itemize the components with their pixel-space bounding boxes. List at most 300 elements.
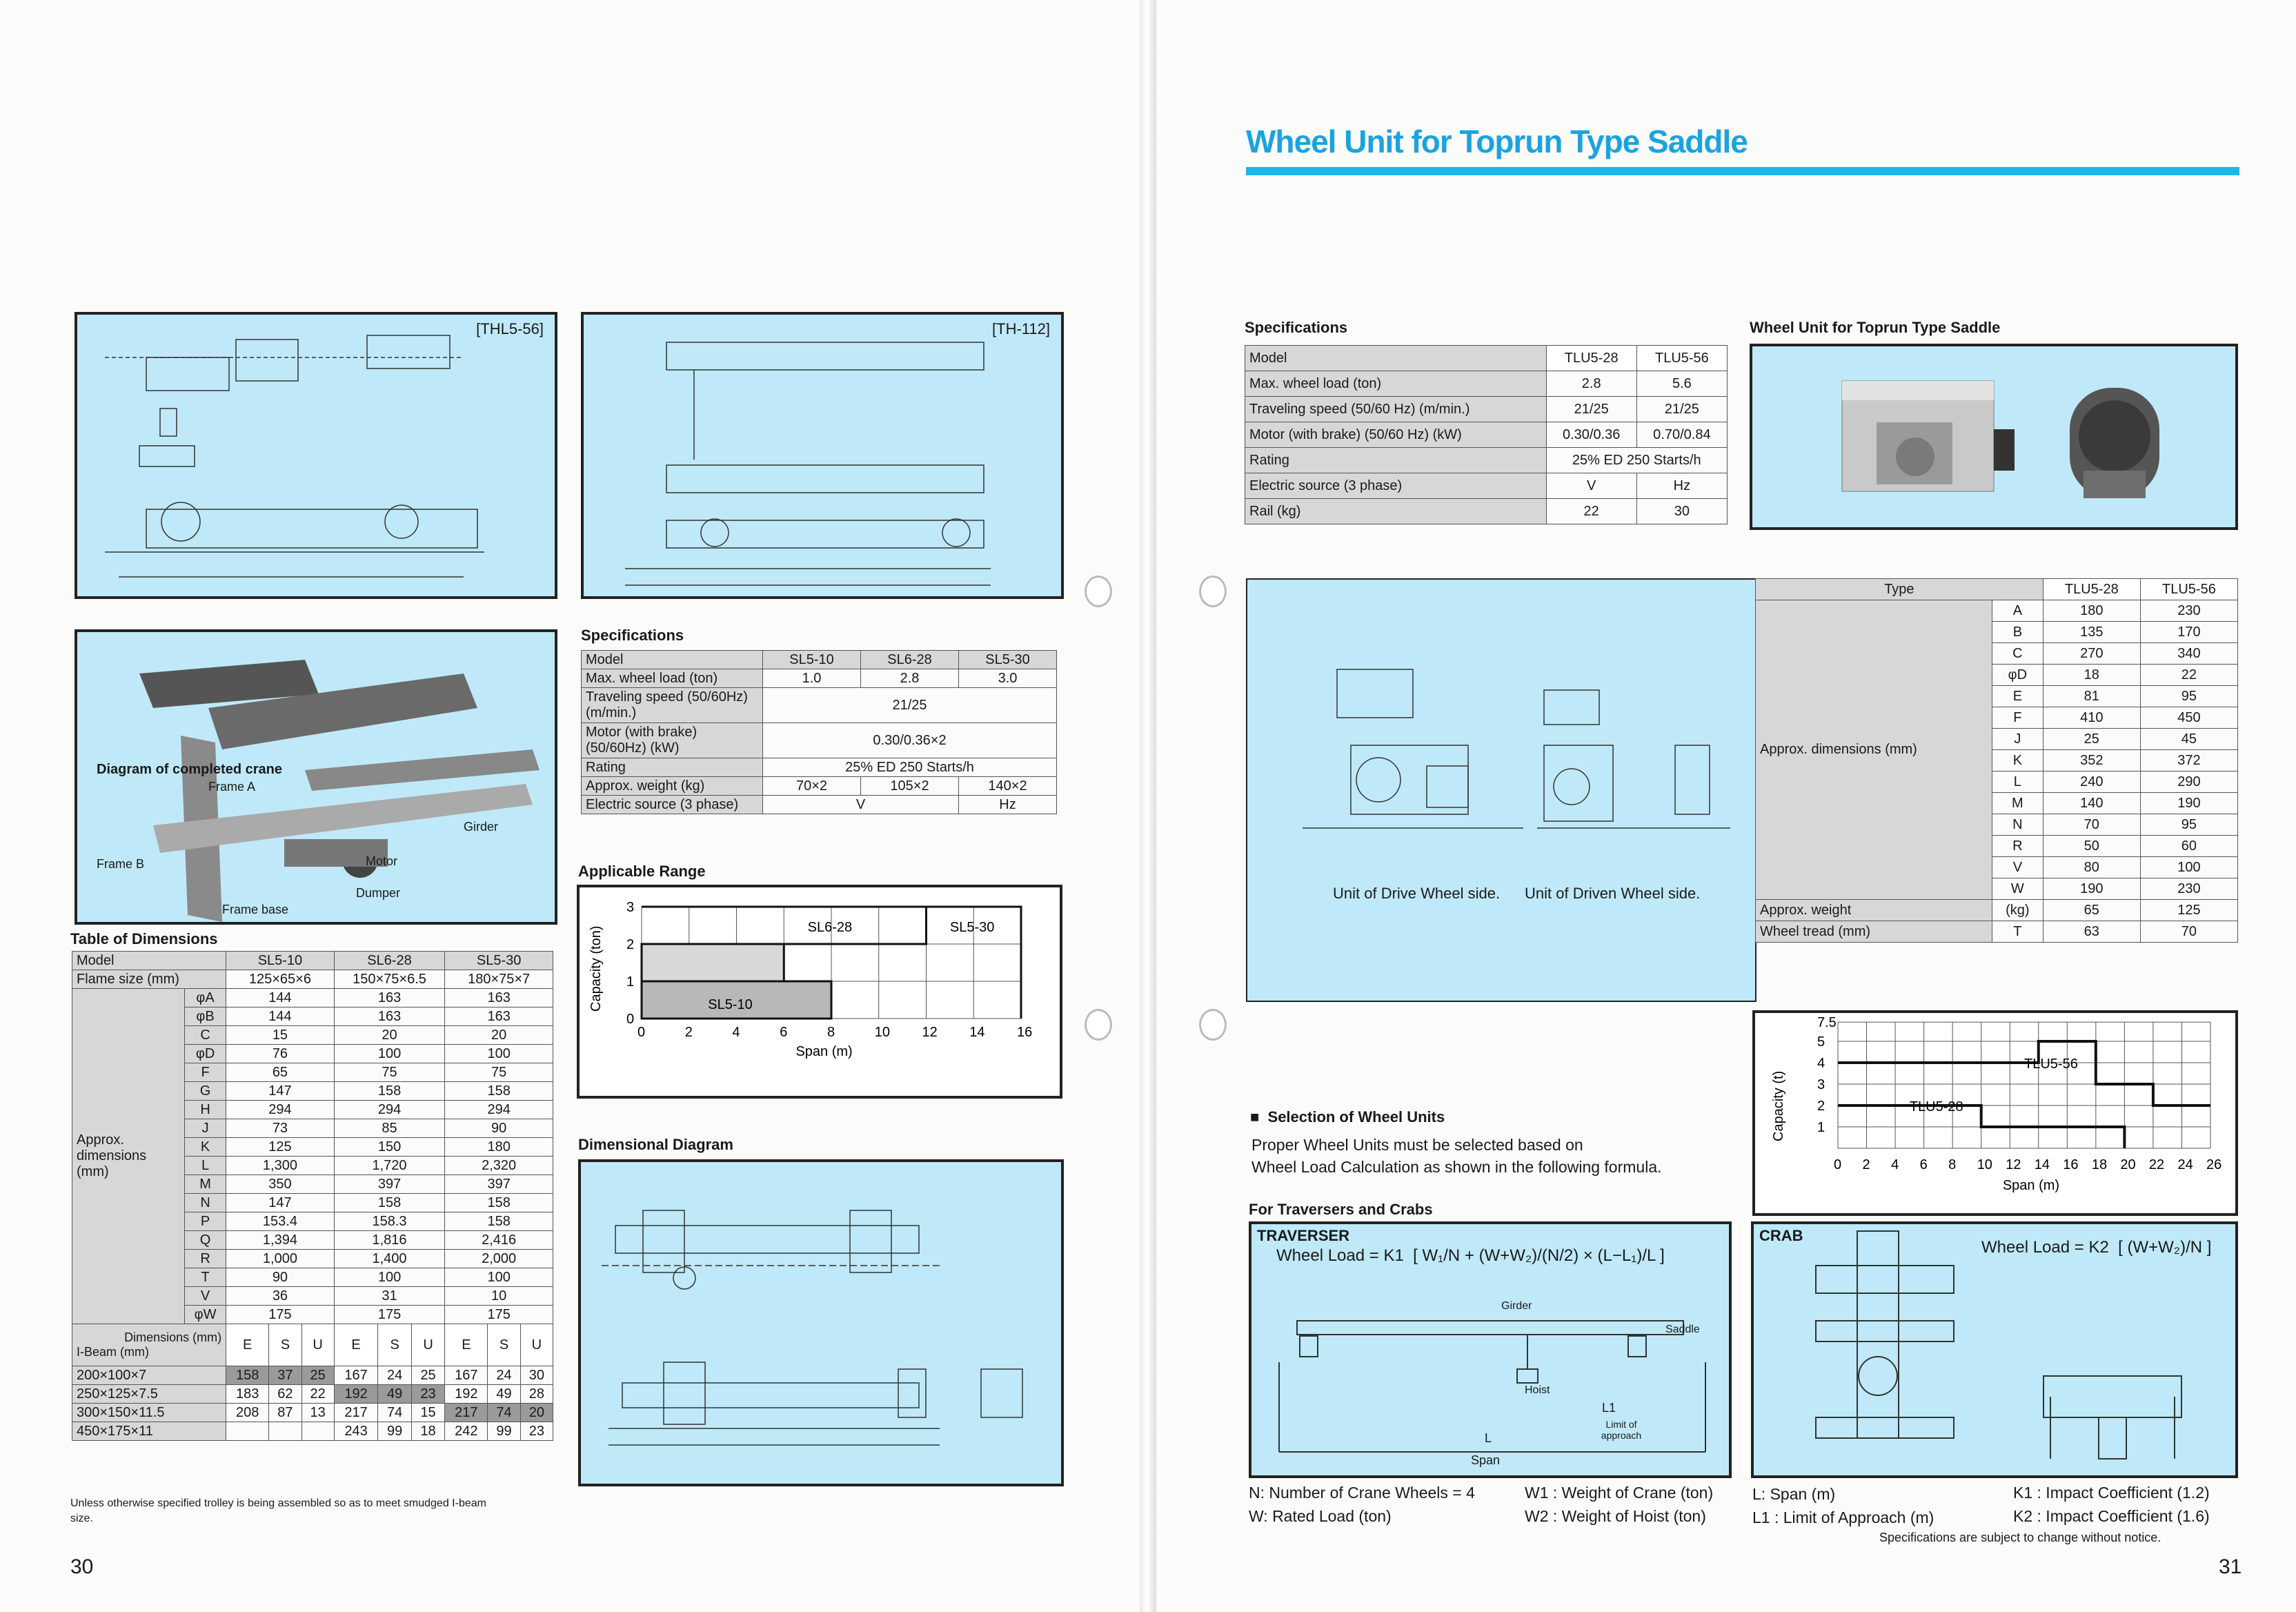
dimensional-diagram-drawing (581, 1162, 1061, 1484)
cell: 190 (2043, 878, 2140, 900)
series-line-tlu5-56 (1838, 1041, 2210, 1105)
cell: 242 (445, 1422, 488, 1441)
cell: 30 (1636, 499, 1727, 524)
photo-title: Wheel Unit for Toprun Type Saddle (1750, 319, 2001, 336)
cell: 153.4 (226, 1212, 335, 1231)
x-tick: 10 (874, 1025, 890, 1040)
cell: 13 (301, 1404, 334, 1422)
cell: Electric source (3 phase) (1245, 473, 1547, 499)
cell: Approx. weight (1756, 900, 1992, 921)
cell: 0.30/0.36 (1546, 422, 1636, 448)
page-number-right: 31 (2219, 1555, 2242, 1578)
cell: 81 (2043, 686, 2140, 707)
traverser-label-saddle: Saddle (1665, 1324, 1700, 1335)
cell: 1,000 (226, 1250, 335, 1268)
cell: 70 (2043, 814, 2140, 836)
x-tick: 4 (1891, 1157, 1899, 1172)
cell: 192 (445, 1385, 488, 1404)
x-axis-label: Span (m) (2002, 1178, 2060, 1193)
legend-w1: W1 : Weight of Crane (ton) (1525, 1484, 1714, 1502)
cell: W (1992, 878, 2043, 900)
cell: 290 (2140, 771, 2237, 793)
cell: 372 (2140, 750, 2237, 771)
cell: 100 (445, 1268, 553, 1287)
cell: 183 (226, 1385, 269, 1404)
cell: 45 (2140, 729, 2237, 750)
legend-k2: K2 : Impact Coefficient (1.6) (2013, 1507, 2210, 1525)
cell: K (1992, 750, 2043, 771)
legend-k1: K1 : Impact Coefficient (1.2) (2013, 1484, 2210, 1502)
x-tick: 26 (2206, 1157, 2222, 1172)
cell: 192 (334, 1385, 378, 1404)
cell: 1,300 (226, 1157, 335, 1175)
cell: H (185, 1101, 226, 1119)
cell: 63 (2043, 921, 2140, 943)
dim-table-note: Unless otherwise specified trolley is being assembled so as to meet smudged I-beam size. (70, 1497, 486, 1524)
dim-table (72, 951, 553, 1441)
traverser-label-hoist: Hoist (1525, 1384, 1550, 1396)
unit-diagram-drawing (1247, 580, 1755, 1001)
series-label-sl5-10: SL5-10 (708, 997, 753, 1012)
cell: 190 (2140, 793, 2237, 814)
cell: N (1992, 814, 2043, 836)
cell: 75 (334, 1063, 445, 1082)
x-tick: 12 (2006, 1157, 2021, 1172)
y-tick: 1 (626, 974, 635, 990)
th112-drawing-panel (581, 312, 1064, 599)
title-underline (1246, 167, 2239, 175)
type-table (1755, 578, 2238, 943)
cell: 23 (520, 1422, 553, 1441)
cell: 158.3 (334, 1212, 445, 1231)
cell: 99 (488, 1422, 520, 1441)
cell: Rating (1245, 448, 1547, 473)
x-tick: 18 (2091, 1157, 2108, 1172)
cell: 22 (1546, 499, 1636, 524)
cell: A (1992, 600, 2043, 622)
cell: 163 (445, 989, 553, 1008)
cell: 2.8 (861, 669, 959, 688)
cell: 140 (2043, 793, 2140, 814)
cell: 230 (2140, 878, 2237, 900)
wheel-unit-photo-panel (1750, 344, 2238, 530)
cell: 240 (2043, 771, 2140, 793)
crane-label-frame-base: Frame base (222, 903, 289, 916)
cell: Approx. dimensions (mm) (72, 989, 185, 1324)
cell: L (185, 1157, 226, 1175)
cell: 21/25 (1636, 397, 1727, 422)
crane-diagram-panel (75, 629, 557, 925)
cell: 49 (488, 1385, 520, 1404)
cell: 80 (2043, 857, 2140, 878)
cell: C (185, 1026, 226, 1045)
cell: 147 (226, 1082, 335, 1101)
cell: 100 (334, 1045, 445, 1063)
series-label-sl5-30: SL5-30 (949, 920, 995, 935)
cell: φW (185, 1306, 226, 1324)
cell: 73 (226, 1119, 335, 1138)
cell: 99 (378, 1422, 411, 1441)
crane-label-frame-b: Frame B (97, 857, 145, 871)
cell: Electric source (3 phase) (582, 796, 763, 814)
x-tick: 16 (2063, 1157, 2079, 1172)
cell: S (269, 1324, 301, 1366)
cell: 144 (226, 1008, 335, 1026)
x-tick: 8 (1948, 1157, 1957, 1172)
dim-table-title: Table of Dimensions (70, 930, 218, 947)
cell: 20 (520, 1404, 553, 1422)
cell (72, 1324, 226, 1366)
cell: 144 (226, 989, 335, 1008)
cell: J (1992, 729, 2043, 750)
selection-line2: Wheel Load Calculation as shown in the following formula. (1251, 1158, 1662, 1176)
cell: TLU5-56 (1636, 346, 1727, 371)
x-tick: 12 (922, 1025, 938, 1040)
cell: G (185, 1082, 226, 1101)
cell: TLU5-28 (2043, 579, 2140, 600)
cell: 1.0 (763, 669, 861, 688)
dimensional-diagram-title: Dimensional Diagram (578, 1136, 733, 1153)
cell: 1,720 (334, 1157, 445, 1175)
cell: 2.8 (1546, 371, 1636, 397)
cell: M (185, 1175, 226, 1194)
cell: 20 (334, 1026, 445, 1045)
cell: TLU5-28 (1546, 346, 1636, 371)
cell: 25% ED 250 Starts/h (1546, 448, 1727, 473)
traverser-section-title: For Traversers and Crabs (1249, 1201, 1433, 1218)
x-tick: 8 (827, 1025, 835, 1040)
crab-formula-lead: Wheel Load = K2 (1981, 1238, 2109, 1257)
cell: 75 (445, 1063, 553, 1082)
cell: 158 (445, 1194, 553, 1212)
page-number-left: 30 (70, 1555, 94, 1578)
cell: 70×2 (763, 777, 861, 796)
cell: 294 (226, 1101, 335, 1119)
th112-drawing (584, 315, 1061, 596)
cell: 22 (2140, 665, 2237, 686)
cell: M (1992, 793, 2043, 814)
cell: 147 (226, 1194, 335, 1212)
bullet-icon: ■ (1250, 1108, 1268, 1126)
crab-panel (1751, 1221, 2238, 1478)
left-specs-title: Specifications (581, 627, 684, 644)
cell: N (185, 1194, 226, 1212)
caption-driven: Unit of Driven Wheel side. (1525, 885, 1701, 902)
cell: Model (1245, 346, 1547, 371)
x-tick: 24 (2177, 1157, 2193, 1172)
cell: U (301, 1324, 334, 1366)
cell: 25% ED 250 Starts/h (763, 758, 1057, 777)
x-axis-label: Span (m) (795, 1044, 853, 1059)
cell (301, 1422, 334, 1441)
cell: 100 (334, 1268, 445, 1287)
cell: 2,320 (445, 1157, 553, 1175)
cell: 2,000 (445, 1250, 553, 1268)
cell: 62 (269, 1385, 301, 1404)
footnote: Specifications are subject to change without notice. (1879, 1531, 2161, 1544)
cell: S (378, 1324, 411, 1366)
cell: 95 (2140, 814, 2237, 836)
x-tick: 2 (684, 1025, 693, 1040)
area-sl6-28 (642, 944, 784, 981)
cell: Model (72, 952, 226, 970)
cell: Q (185, 1231, 226, 1250)
cell: 217 (445, 1404, 488, 1422)
cell (269, 1422, 301, 1441)
x-tick: 22 (2148, 1157, 2165, 1172)
cell: E (445, 1324, 488, 1366)
cell: 23 (411, 1385, 444, 1404)
cell: Rating (582, 758, 763, 777)
traverser-label-girder: Girder (1501, 1300, 1532, 1312)
x-tick: 6 (1919, 1157, 1928, 1172)
binder-hole (1199, 1009, 1227, 1041)
cell: V (1546, 473, 1636, 499)
cell: 15 (411, 1404, 444, 1422)
cell: 208 (226, 1404, 269, 1422)
cell: 270 (2043, 643, 2140, 665)
cell: 150 (334, 1138, 445, 1157)
beam-dims-head: Dimensions (mm) (124, 1330, 222, 1344)
cell: 250×125×7.5 (72, 1385, 226, 1404)
cell: E (226, 1324, 269, 1366)
cell: 167 (334, 1366, 378, 1385)
cell: Hz (959, 796, 1057, 814)
cell: 50 (2043, 836, 2140, 857)
cell: V (1992, 857, 2043, 878)
y-tick: 0 (626, 1012, 635, 1027)
cell: 31 (334, 1287, 445, 1306)
cell: V (763, 796, 959, 814)
cell: 175 (226, 1306, 335, 1324)
cell: 397 (334, 1175, 445, 1194)
cell: SL5-30 (445, 952, 553, 970)
cell: 135 (2043, 622, 2140, 643)
cell: 49 (378, 1385, 411, 1404)
cell: 158 (445, 1212, 553, 1231)
cell: 28 (520, 1385, 553, 1404)
cell: B (1992, 622, 2043, 643)
y-axis-label: Capacity (t) (1771, 1070, 1786, 1141)
cell: T (185, 1268, 226, 1287)
x-tick: 4 (732, 1025, 740, 1040)
cell: 294 (445, 1101, 553, 1119)
cell: 74 (378, 1404, 411, 1422)
legend-l1: L1 : Limit of Approach (m) (1752, 1508, 1934, 1526)
cell: 22 (301, 1385, 334, 1404)
crane-label-frame-a: Frame A (208, 780, 256, 794)
th112-tag: [TH-112] (992, 320, 1050, 337)
crab-drawing (1754, 1224, 2235, 1475)
crane-title: Diagram of completed crane (97, 762, 282, 777)
cell: 217 (334, 1404, 378, 1422)
right-page-title: Wheel Unit for Toprun Type Saddle (1246, 124, 1748, 159)
cell: E (334, 1324, 378, 1366)
cell: SL5-30 (959, 651, 1057, 669)
thl-drawing-panel (75, 312, 557, 599)
x-tick: 20 (2120, 1157, 2136, 1172)
selection-line1: Proper Wheel Units must be selected based on (1251, 1136, 1583, 1154)
cell: 352 (2043, 750, 2140, 771)
cell: 105×2 (861, 777, 959, 796)
cell: J (185, 1119, 226, 1138)
cell: φB (185, 1008, 226, 1026)
applicable-range-chart (580, 887, 1060, 1096)
cell: 150×75×6.5 (334, 970, 445, 989)
cell: 25 (301, 1366, 334, 1385)
cell: 125 (2140, 900, 2237, 921)
x-tick: 2 (1862, 1157, 1870, 1172)
dimensional-diagram-panel (578, 1159, 1064, 1486)
binder-hole (1085, 1009, 1112, 1041)
cell: 0.30/0.36×2 (763, 723, 1057, 758)
series-label-sl6-28: SL6-28 (807, 920, 853, 935)
cell: S (488, 1324, 520, 1366)
x-tick: 10 (1977, 1157, 1992, 1172)
thl-tag: [THL5-56] (476, 320, 544, 337)
cell: 450 (2140, 707, 2237, 729)
capacity-chart (1755, 1013, 2235, 1213)
cell: R (1992, 836, 2043, 857)
cell: 65 (226, 1063, 335, 1082)
cell: 70 (2140, 921, 2237, 943)
y-tick: 3 (1817, 1077, 1825, 1092)
legend-w2: W2 : Weight of Hoist (ton) (1525, 1507, 1706, 1525)
cell: 140×2 (959, 777, 1057, 796)
cell: SL5-10 (763, 651, 861, 669)
cell: 175 (334, 1306, 445, 1324)
cell: 18 (411, 1422, 444, 1441)
cell: Hz (1636, 473, 1727, 499)
binder-hole (1199, 576, 1227, 607)
x-tick: 14 (2034, 1157, 2050, 1172)
cell: SL6-28 (861, 651, 959, 669)
cell: 15 (226, 1026, 335, 1045)
cell: 158 (334, 1082, 445, 1101)
cell: 175 (445, 1306, 553, 1324)
cell: 25 (2043, 729, 2140, 750)
cell: 2,416 (445, 1231, 553, 1250)
cell: 76 (226, 1045, 335, 1063)
cell: (kg) (1992, 900, 2043, 921)
right-specs-table (1245, 345, 1728, 524)
cell: 24 (488, 1366, 520, 1385)
cell: 410 (2043, 707, 2140, 729)
cell: 1,400 (334, 1250, 445, 1268)
cell: 21/25 (1546, 397, 1636, 422)
cell: F (185, 1063, 226, 1082)
cell: 90 (445, 1119, 553, 1138)
cell: 36 (226, 1287, 335, 1306)
cell: 200×100×7 (72, 1366, 226, 1385)
caption-drive: Unit of Drive Wheel side. (1333, 885, 1501, 902)
cell: 230 (2140, 600, 2237, 622)
x-tick: 14 (969, 1025, 985, 1040)
cell: SL5-10 (226, 952, 335, 970)
thl-labels (77, 315, 555, 596)
selection-title (1250, 1108, 1445, 1126)
cell: Flame size (mm) (72, 970, 226, 989)
y-tick: 1 (1817, 1120, 1825, 1135)
cell: Model (582, 651, 763, 669)
crab-title: CRAB (1759, 1227, 1803, 1244)
left-specs-table (581, 650, 1057, 814)
traverser-panel (1249, 1221, 1732, 1478)
cell: C (1992, 643, 2043, 665)
x-tick: 6 (780, 1025, 788, 1040)
cell: 170 (2140, 622, 2237, 643)
cell: Approx. dimensions (mm) (1756, 600, 1992, 900)
cell: Max. wheel load (ton) (582, 669, 763, 688)
cell: Traveling speed (50/60 Hz) (m/min.) (1245, 397, 1547, 422)
cell: 163 (334, 1008, 445, 1026)
cell: V (185, 1287, 226, 1306)
cell: Approx. weight (kg) (582, 777, 763, 796)
capacity-chart-frame (1752, 1010, 2238, 1216)
traverser-label-limit: Limit of approach (1601, 1419, 1642, 1441)
x-tick: 0 (637, 1025, 646, 1040)
cell: U (520, 1324, 553, 1366)
cell: 30 (520, 1366, 553, 1385)
cell: P (185, 1212, 226, 1231)
cell: φD (1992, 665, 2043, 686)
cell: 158 (226, 1366, 269, 1385)
series-label-tlu5-56: TLU5-56 (2024, 1056, 2078, 1072)
cell: φA (185, 989, 226, 1008)
series-label-tlu5-28: TLU5-28 (1909, 1099, 1963, 1114)
cell: 450×175×11 (72, 1422, 226, 1441)
y-tick: 4 (1817, 1056, 1825, 1071)
y-tick: 3 (626, 900, 635, 915)
cell: 350 (226, 1175, 335, 1194)
cell: R (185, 1250, 226, 1268)
x-tick: 16 (1017, 1025, 1033, 1040)
cell: 18 (2043, 665, 2140, 686)
cell: Wheel tread (mm) (1756, 921, 1992, 943)
traverser-label-l1: L1 (1602, 1401, 1616, 1415)
cell: 25 (411, 1366, 444, 1385)
legend-w: W: Rated Load (ton) (1249, 1507, 1392, 1525)
cell: 100 (2140, 857, 2237, 878)
wheel-unit-photo (1752, 346, 2235, 527)
applicable-range-title: Applicable Range (578, 863, 706, 880)
cell: Max. wheel load (ton) (1245, 371, 1547, 397)
cell: 65 (2043, 900, 2140, 921)
cell: 85 (334, 1119, 445, 1138)
crane-label-motor: Motor (366, 854, 398, 868)
cell: 24 (378, 1366, 411, 1385)
cell: 100 (445, 1045, 553, 1063)
cell: 95 (2140, 686, 2237, 707)
cell: 163 (445, 1008, 553, 1026)
traverser-formula-lead: Wheel Load = K1 (1276, 1246, 1404, 1265)
traverser-title: TRAVERSER (1257, 1227, 1350, 1244)
cell (226, 1422, 269, 1441)
cell: SL6-28 (334, 952, 445, 970)
right-specs-title: Specifications (1245, 319, 1348, 336)
cell: Motor (with brake) (50/60Hz) (kW) (582, 723, 763, 758)
cell: E (1992, 686, 2043, 707)
cell: 60 (2140, 836, 2237, 857)
crane-label-dumper: Dumper (356, 886, 401, 900)
cell: Type (1756, 579, 2043, 600)
cell: 5.6 (1636, 371, 1727, 397)
cell: L (1992, 771, 2043, 793)
cell: 1,394 (226, 1231, 335, 1250)
cell: 20 (445, 1026, 553, 1045)
cell: 167 (445, 1366, 488, 1385)
unit-diagram-panel (1246, 578, 1756, 1002)
